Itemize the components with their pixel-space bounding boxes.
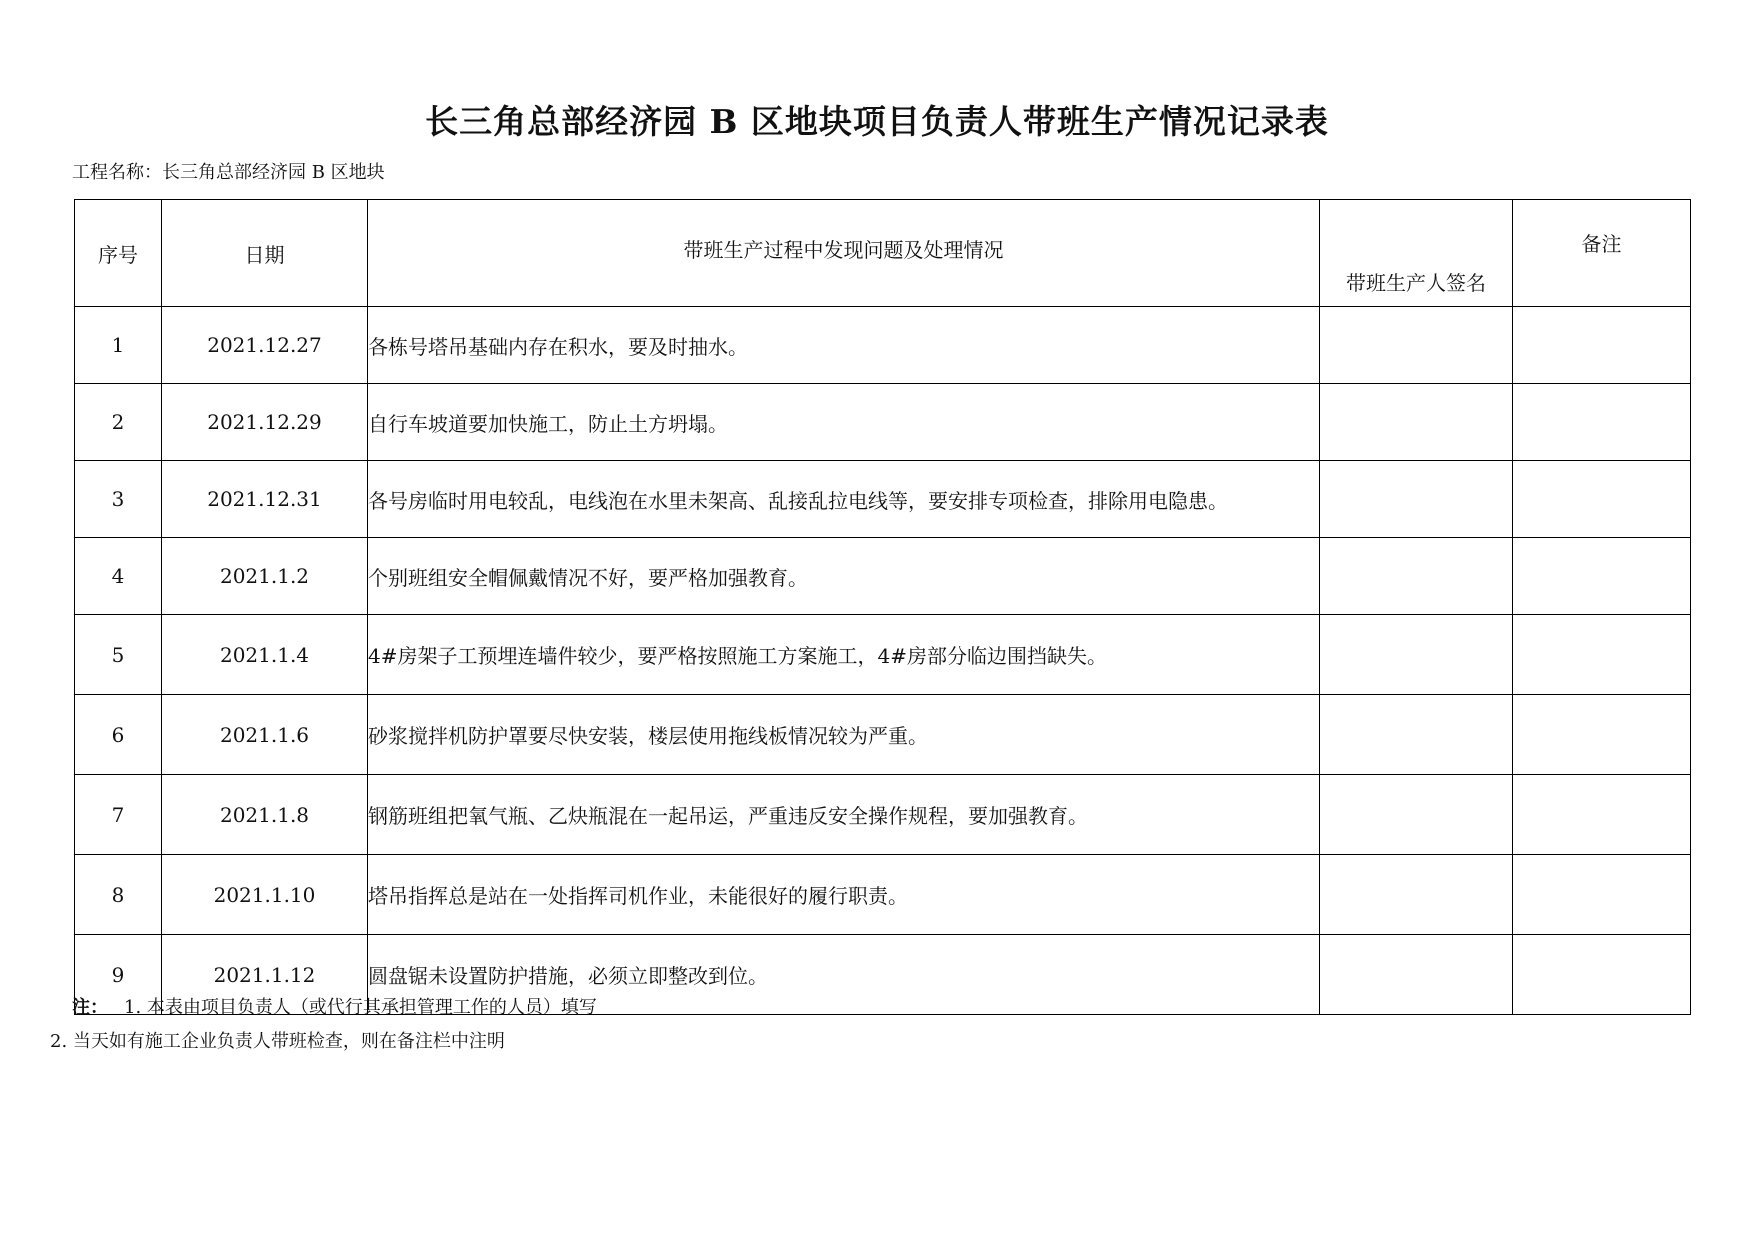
table-row bbox=[75, 461, 1691, 538]
row-seq: 5 bbox=[75, 615, 162, 695]
row-seq: 9 bbox=[75, 935, 162, 1015]
row-date: 2021.12.27 bbox=[162, 307, 368, 384]
row-remark bbox=[1513, 538, 1691, 615]
row-seq: 4 bbox=[75, 538, 162, 615]
table-body bbox=[75, 307, 1691, 1015]
row-issue: 塔吊指挥总是站在一处指挥司机作业，未能很好的履行职责。 bbox=[368, 855, 1320, 935]
row-signature bbox=[1320, 695, 1513, 775]
table-header-row bbox=[75, 200, 1691, 307]
row-signature bbox=[1320, 615, 1513, 695]
row-signature bbox=[1320, 538, 1513, 615]
row-signature bbox=[1320, 935, 1513, 1015]
row-date: 2021.1.12 bbox=[162, 935, 368, 1015]
row-signature bbox=[1320, 855, 1513, 935]
row-date: 2021.12.29 bbox=[162, 384, 368, 461]
table-row bbox=[75, 855, 1691, 935]
row-remark bbox=[1513, 615, 1691, 695]
table-row bbox=[75, 538, 1691, 615]
table-row bbox=[75, 695, 1691, 775]
row-seq: 1 bbox=[75, 307, 162, 384]
duty-log-table bbox=[74, 199, 1691, 1015]
note-1-text: 1. 本表由项目负责人（或代行其承担管理工作的人员）填写 bbox=[124, 997, 597, 1018]
row-issue: 各栋号塔吊基础内存在积水，要及时抽水。 bbox=[368, 307, 1320, 384]
row-issue: 自行车坡道要加快施工，防止土方坍塌。 bbox=[368, 384, 1320, 461]
row-remark bbox=[1513, 384, 1691, 461]
row-issue: 4#房架子工预埋连墙件较少，要严格按照施工方案施工，4#房部分临边围挡缺失。 bbox=[368, 615, 1320, 695]
row-date: 2021.1.2 bbox=[162, 538, 368, 615]
row-seq: 3 bbox=[75, 461, 162, 538]
row-date: 2021.1.6 bbox=[162, 695, 368, 775]
row-remark bbox=[1513, 775, 1691, 855]
row-issue: 砂浆搅拌机防护罩要尽快安装，楼层使用拖线板情况较为严重。 bbox=[368, 695, 1320, 775]
row-signature bbox=[1320, 461, 1513, 538]
row-remark bbox=[1513, 695, 1691, 775]
notes-line-1 bbox=[72, 993, 597, 1019]
table-row bbox=[75, 615, 1691, 695]
row-seq: 7 bbox=[75, 775, 162, 855]
row-signature bbox=[1320, 775, 1513, 855]
row-remark bbox=[1513, 461, 1691, 538]
header-problem: 带班生产过程中发现问题及处理情况 bbox=[368, 200, 1320, 307]
row-seq: 8 bbox=[75, 855, 162, 935]
table-row bbox=[75, 775, 1691, 855]
row-date: 2021.1.4 bbox=[162, 615, 368, 695]
row-remark bbox=[1513, 307, 1691, 384]
row-remark bbox=[1513, 855, 1691, 935]
row-issue: 钢筋班组把氧气瓶、乙炔瓶混在一起吊运，严重违反安全操作规程，要加强教育。 bbox=[368, 775, 1320, 855]
row-issue: 圆盘锯未设置防护措施，必须立即整改到位。 bbox=[368, 935, 1320, 1015]
row-date: 2021.1.8 bbox=[162, 775, 368, 855]
row-date: 2021.12.31 bbox=[162, 461, 368, 538]
row-seq: 2 bbox=[75, 384, 162, 461]
row-signature bbox=[1320, 384, 1513, 461]
row-date: 2021.1.10 bbox=[162, 855, 368, 935]
row-remark bbox=[1513, 935, 1691, 1015]
header-date: 日期 bbox=[162, 200, 368, 307]
notes-label: 注： bbox=[72, 997, 108, 1018]
row-seq: 6 bbox=[75, 695, 162, 775]
notes-line-2: 2. 当天如有施工企业负责人带班检查，则在备注栏中注明 bbox=[50, 1031, 505, 1052]
row-signature bbox=[1320, 307, 1513, 384]
project-name: 工程名称：长三角总部经济园 B 区地块 bbox=[72, 162, 385, 183]
row-issue: 各号房临时用电较乱，电线泡在水里未架高、乱接乱拉电线等，要安排专项检查，排除用电隐患。 bbox=[368, 461, 1320, 538]
header-remark: 备注 bbox=[1513, 200, 1691, 307]
header-signature: 带班生产人签名 bbox=[1320, 200, 1513, 307]
table-row bbox=[75, 384, 1691, 461]
row-issue: 个别班组安全帽佩戴情况不好，要严格加强教育。 bbox=[368, 538, 1320, 615]
document-title: 长三角总部经济园 B 区地块项目负责人带班生产情况记录表 bbox=[425, 102, 1329, 141]
header-seq: 序号 bbox=[75, 200, 162, 307]
table-row bbox=[75, 307, 1691, 384]
